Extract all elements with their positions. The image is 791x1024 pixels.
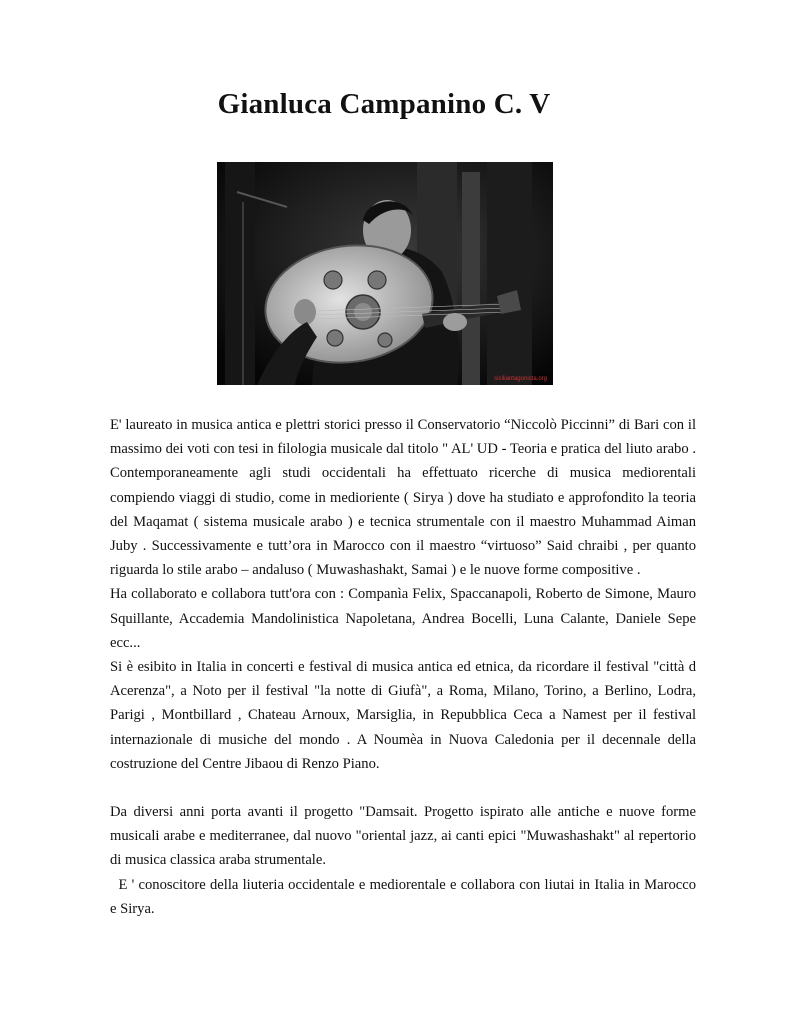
oud-player-image [217, 162, 553, 385]
page-title: Gianluca Campanino C. V [217, 88, 551, 120]
paragraph-education: E' laureato in musica antica e plettri storici presso il Conservatorio “Niccolò Piccinni” di Bari con il massimo dei voti con tesi in filologia musicale dal titolo " AL' UD - Teoria e pratica del liuto arabo . Contemporaneamente agli studi occidentali ha effettuato ricerche di musica mediorentali compiendo viaggi di studio, come in medioriente ( Sirya ) dove ha studiato e approfondito la teoria del Maqamat ( sistema musicale arabo ) e tecnica strumentale con il maestro Muhammad Aiman Juby . Successivamente e tutt’ora in Marocco con il maestro “virtuoso” Said chraibi , per quanto riguarda lo stile arabo – andaluso ( Muwashashakt, Samai ) e le nuove forme compositive . [110, 417, 696, 579]
paragraph-luthiery: E ' conoscitore della liuteria occidentale e mediorentale e collabora con liutai in Italia in Marocco e Sirya. [110, 876, 700, 917]
musician-photo [217, 162, 553, 385]
paragraph-damsait-project: Da diversi anni porta avanti il progetto "Damsait. Progetto ispirato alle antiche e nuove forme musicali arabe e mediterranee, dal nuovo "oriental jazz, ai canti epici "Muwashashakt" al repertorio di musica classica araba strumentale. [110, 804, 696, 869]
photo-watermark: siciliantagonista.org [494, 376, 547, 382]
cv-body [110, 413, 700, 921]
paragraph-performances: Si è esibito in Italia in concerti e festival di musica antica ed etnica, da ricordare il festival "città d Acerenza", a Noto per il festival "la notte di Giufà", a Roma, Milano, Torino, a Berlino, Lodra, Parigi , Montbillard , Chateau Arnoux, Marsiglia, in Repubblica Ceca a Namest per il festival internazionale di musiche del mondo . A Noumèa in Nuova Caledonia per il decennale della costruzione del Centre Jibaou di Renzo Piano. [110, 659, 696, 772]
paragraph-spacer [110, 776, 696, 800]
paragraph-collaborations: Ha collaborato e collabora tutt'ora con : Companìa Felix, Spaccanapoli, Roberto de Simone, Mauro Squillante, Accademia Mandolinistica Napoletana, Andrea Bocelli, Luna Calante, Daniele Sepe ecc... [110, 586, 696, 651]
